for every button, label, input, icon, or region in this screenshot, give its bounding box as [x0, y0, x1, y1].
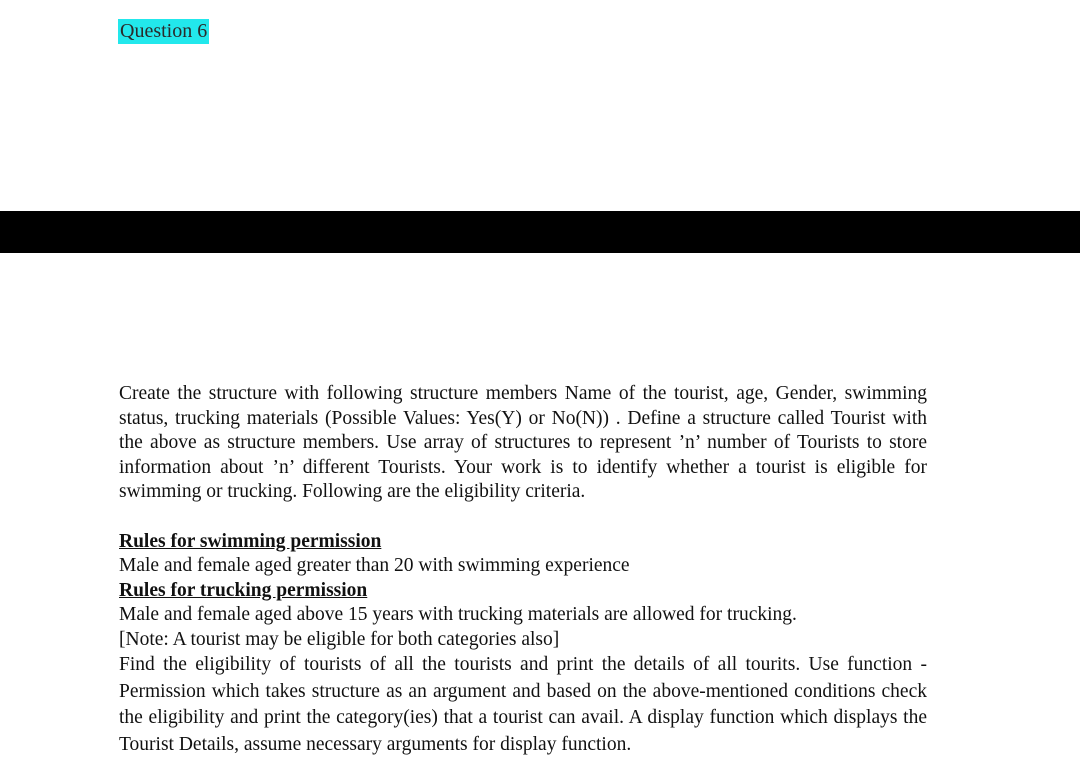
- question-body: [119, 382, 927, 758]
- rules-section: [119, 530, 927, 653]
- trucking-rules-heading: Rules for trucking permission: [119, 579, 368, 601]
- question-number-label: Question 6: [120, 20, 208, 42]
- swimming-rules-text: Male and female aged greater than 20 with swimming experience: [119, 555, 630, 576]
- swimming-rules-heading: Rules for swimming permission: [119, 530, 382, 552]
- task-paragraph: Find the eligibility of tourists of all the tourists and print the details of all tourits. Use function - Permission which takes structure as an argument and based on the above-mentioned conditions check the eligibility and print the category(ies) that a tourist can avail. A display function which displays the Tourist Details, assume necessary arguments for display function.: [119, 654, 927, 755]
- intro-paragraph: Create the structure with following structure members Name of the tourist, age, Gender, swimming status, trucking materials (Possible Values: Yes(Y) or No(N)) . Define a structure called Tourist with the above as structure members. Use array of structures to represent ’n’ number of Tourists to store information about ’n’ different Tourists. Your work is to identify whether a tourist is eligible for swimming or trucking. Following are the eligibility criteria.: [119, 383, 927, 502]
- trucking-rules-text: Male and female aged above 15 years with trucking materials are allowed for trucking.: [119, 604, 797, 625]
- redaction-band: [0, 211, 1080, 253]
- eligibility-note: [Note: A tourist may be eligible for both categories also]: [119, 628, 560, 650]
